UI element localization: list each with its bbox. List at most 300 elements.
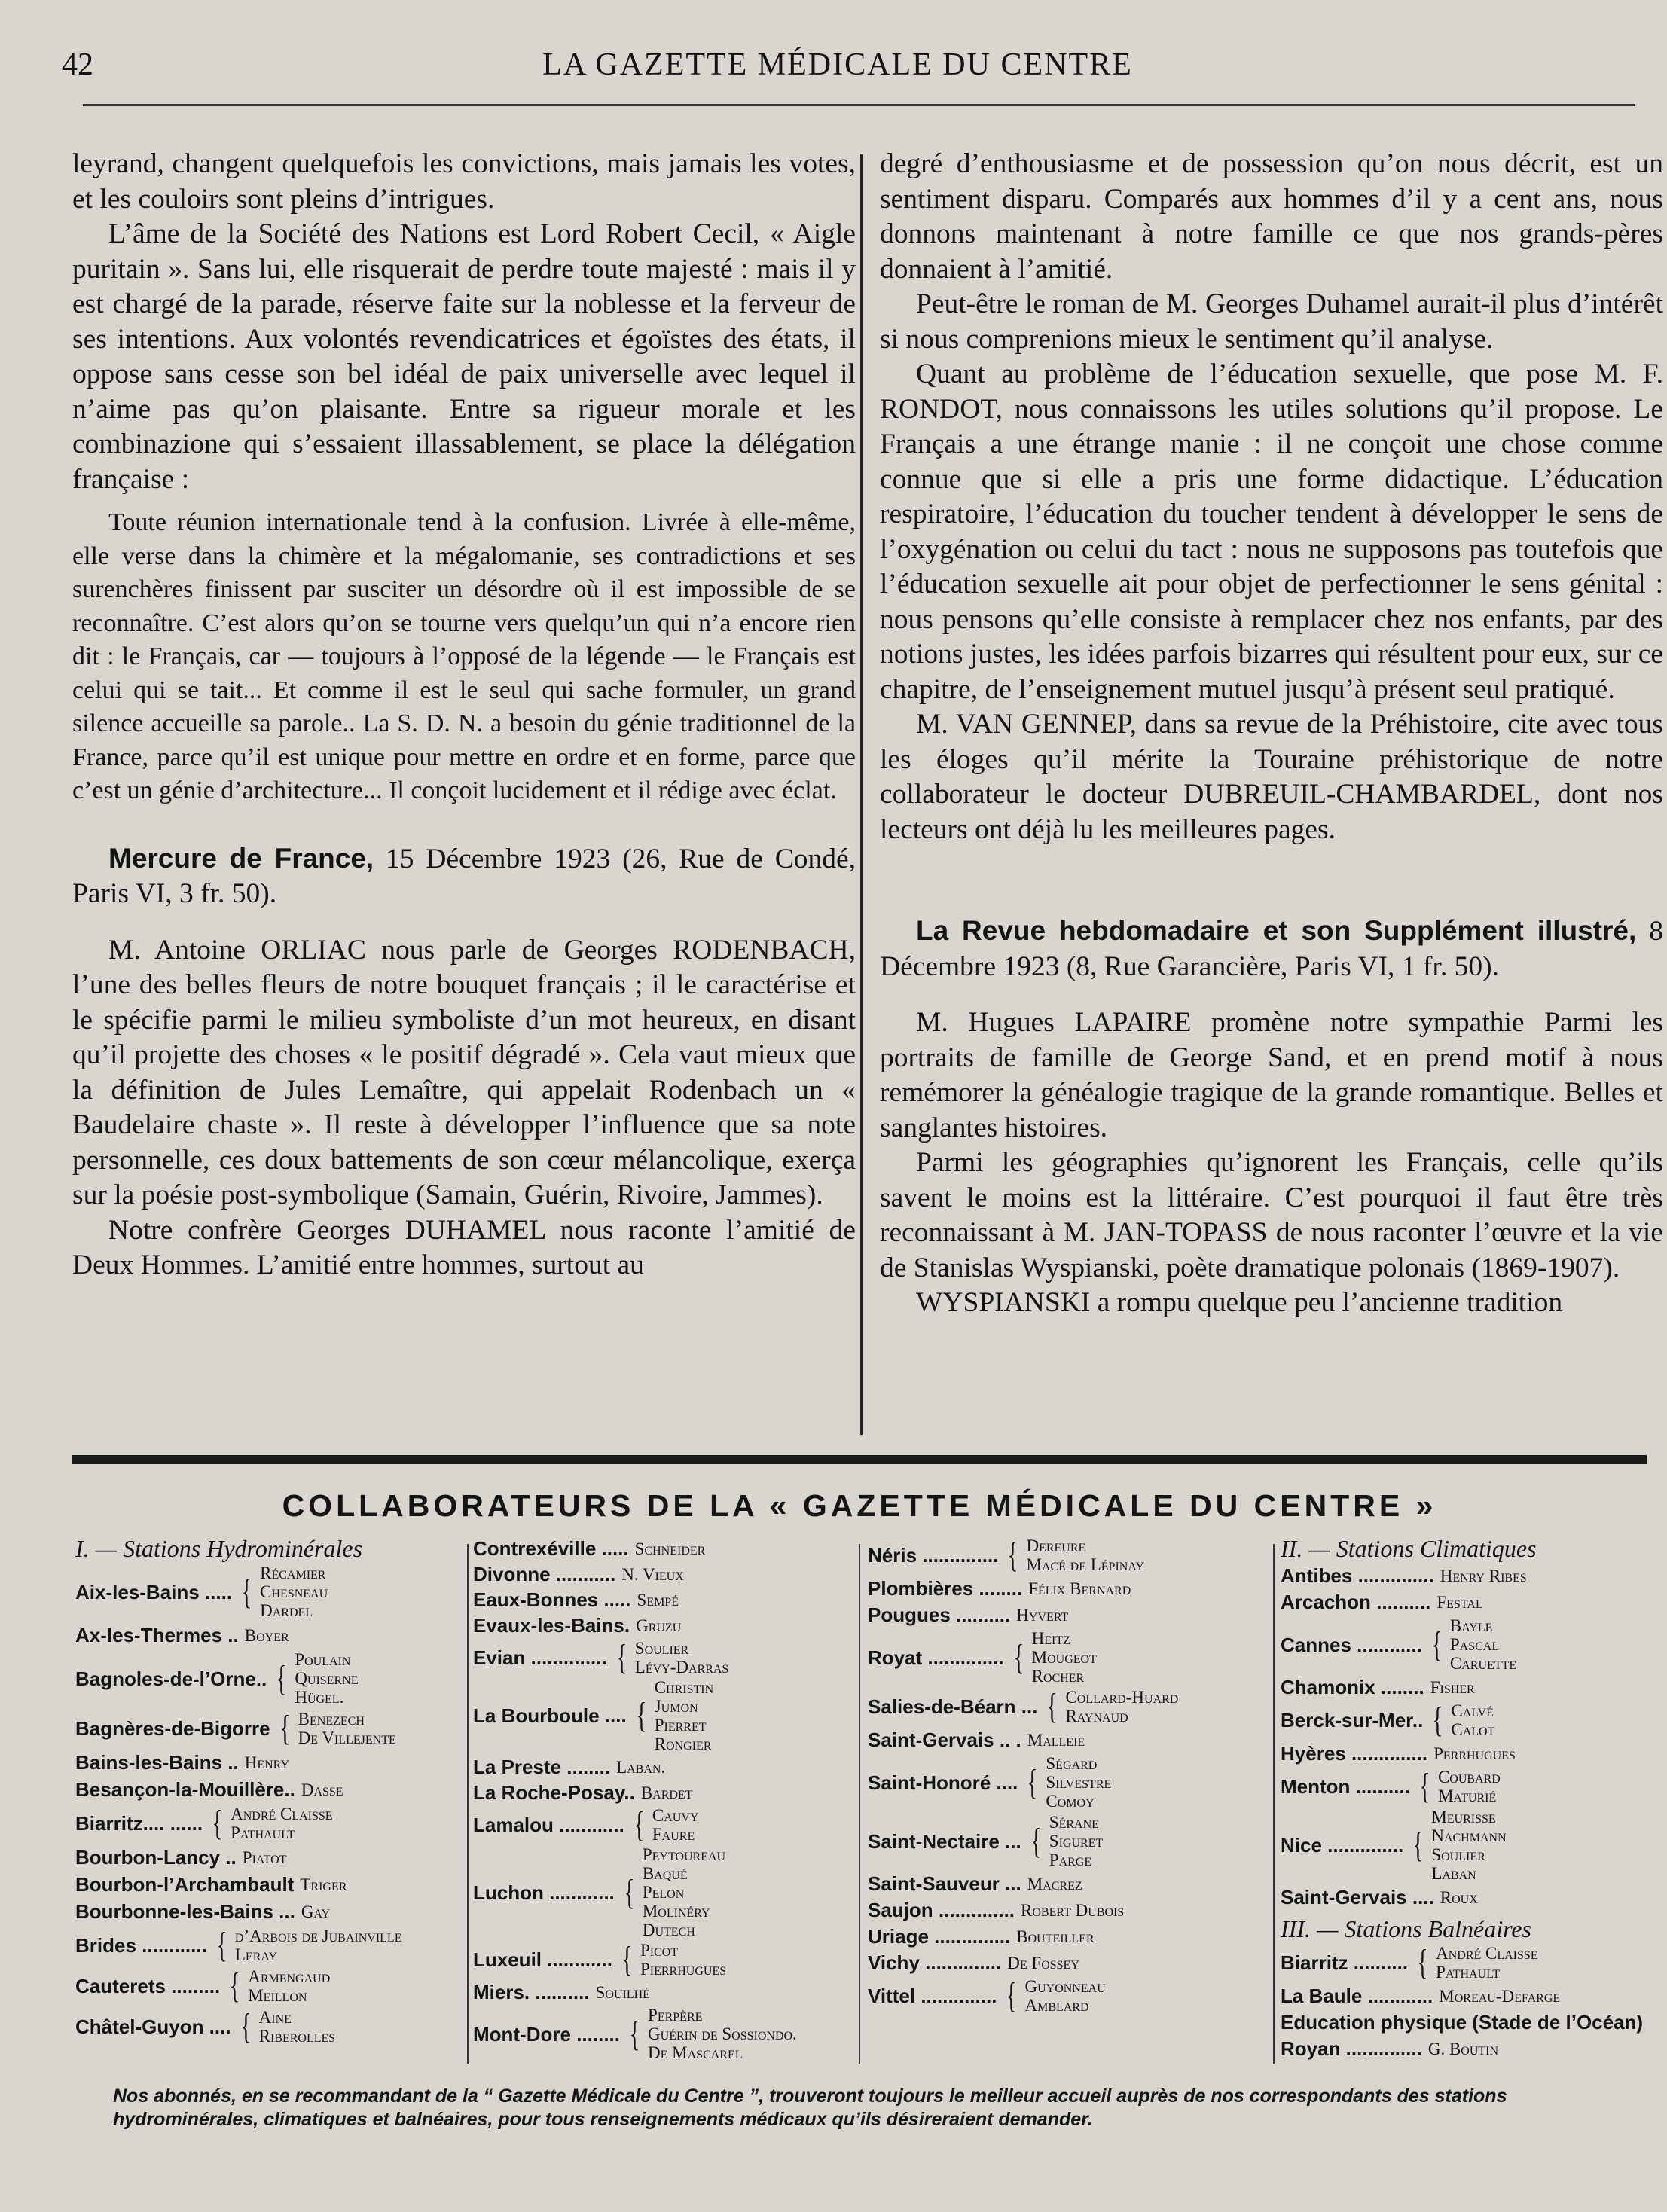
doctor-name: Molinéry [642,1902,710,1921]
station-row [868,1576,1259,1600]
doctor-name: Peytoureau [642,1845,726,1864]
doctor-name: Ségard [1046,1754,1098,1773]
doctor-group [613,1639,729,1677]
doctor-group [1436,1593,1482,1612]
station-row [868,1977,1259,2015]
doctor-group [1440,1888,1478,1907]
doctor-name: Mougeot [1031,1648,1097,1667]
station-list [75,1564,467,2046]
doctor-list [655,1678,713,1753]
station-row [1281,2010,1642,2034]
station-row [868,1603,1259,1627]
station-row [75,1650,467,1707]
doctor-name: Christin [654,1678,714,1697]
station-name: Evaux-les-Bains. [473,1614,630,1637]
right-paragraph: M. Hugues LAPAIRE promène notre sympathie Parmi les portraits de famille de George Sand, et en prend motif à nous remémorer la généalogie tragique de la grande romantique. Belles et sanglantes histoires. [880,1007,1663,1143]
right-paragraph: M. VAN GENNEP, dans sa revue de la Préhistoire, cite avec tous les éloges qu’il mérite la Touraine préhistorique de notre collaborateur le docteur DUBREUIL-CHAMBARDEL, dont nos lecteurs ont déjà lu les meilleures pages. [880,709,1663,845]
left-column [72,147,856,1283]
station-row [75,1623,467,1647]
doctor-name: Jumon [654,1697,698,1716]
station-row [1281,1944,1642,1982]
station-name: Arcachon .......... [1281,1591,1431,1613]
station-row [473,1588,850,1612]
doctor-list [1032,1629,1097,1686]
doctor-group [616,1758,665,1777]
doctor-name: Armengaud [248,1967,331,1986]
doctor-list [301,1780,343,1799]
journal-title: LA GAZETTE MÉDICALE DU CENTRE [542,47,1133,82]
station-name: Pougues .......... [868,1603,1011,1626]
station-row [868,1629,1259,1686]
station-name: Mont-Dore ........ [473,2022,620,2046]
left-paragraph: M. Antoine ORLIAC nous parle de Georges RODENBACH, l’une des belles fleurs de notre bouquet français ; il le caractérise et le spécifie parmi le milieu symboliste d’un mot heureux, en disant qu’il projette des choses « le positif dégradé ». Cela vaut mieux que la définition de Jules Lemaître, qui appelait Rodenbach un « Baudelaire chaste ». Il reste à développer l’influence que sa note personnelle, ces doux battements de son cœur mélancolique, exerça sur la poésie post-symbolique (Samain, Guérin, Rivoire, Jammes). [72,934,856,1210]
doctor-name: Roux [1440,1887,1478,1907]
doctor-list [1430,1678,1475,1697]
doctor-group [1016,1927,1094,1946]
station-row [868,1924,1259,1948]
doctor-name: Piatot [242,1847,287,1867]
station-row [473,1980,850,2004]
doctor-name: Leray [234,1945,278,1964]
doctor-name: Rocher [1031,1667,1085,1686]
station-row [473,1678,850,1753]
brace-icon: { [1047,1686,1058,1726]
doctor-group [621,1565,684,1584]
doctor-name: Meillon [248,1986,307,2005]
station-name: Evian .............. [473,1646,607,1669]
brace-icon: { [279,1708,291,1748]
directory-divider [1273,1544,1275,2064]
doctor-list [1440,1567,1527,1585]
doctor-name: Maturié [1437,1786,1497,1805]
doctor-name: Calvé [1451,1701,1494,1720]
doctor-group [1004,1536,1144,1574]
doctor-name: N. Vieux [621,1564,684,1584]
collaborators-title: COLLABORATEURS DE LA « GAZETTE MÉDICALE DU CENTRE » [282,1488,1437,1523]
brace-icon: { [616,1637,627,1677]
doctor-list [1028,1579,1131,1598]
doctor-name: Chesneau [260,1582,328,1601]
doctor-list [1046,1754,1111,1811]
station-row [75,1845,467,1869]
doctor-group [1428,2040,1498,2058]
brace-icon: { [241,1571,252,1612]
doctor-name: Calot [1451,1720,1495,1739]
doctor-list [260,1564,328,1620]
station-name: Cauterets ......... [75,1975,221,1997]
station-row [868,1728,1259,1752]
doctor-group [300,1875,347,1894]
subscriber-note: Nos abonnés, en se recommandant de la “ Gazette Médicale du Centre ”, trouveront toujours le meilleur accueil auprès de nos correspondants des stations hydrominérales, climatiques et balnéaires, pour tous renseignements médicaux qu’ils désireraient demander. [113,2085,1507,2130]
brace-icon: { [1432,1700,1443,1740]
station-row [1281,1741,1642,1765]
doctor-list [1431,1808,1506,1883]
doctor-list [248,1967,330,2005]
station-row [473,2006,850,2062]
doctor-name: Cauvy [652,1806,699,1825]
station-name: La Roche-Posay.. [473,1781,635,1804]
station-name: Bourbonne-les-Bains ... [75,1900,295,1923]
station-name: Saint-Gervais .. . [868,1728,1021,1751]
doctor-name: Meurisse [1431,1808,1496,1826]
doctor-name: Hügel. [295,1688,344,1707]
doctor-list [652,1806,699,1844]
doctor-name: Guérin de Sossiondo. [648,2024,797,2043]
brace-icon: { [1419,1766,1430,1806]
doctor-name: Pathault [1436,1963,1501,1982]
doctor-group [1433,1744,1516,1763]
station-name: Néris .............. [868,1544,999,1567]
left-paragraph: L’âme de la Société des Nations est Lord Robert Cecil, « Aigle puritain ». Sans lui, elle risquerait de perdre toute majesté : mais il y est chargé de la parade, réserve faite sur la noblesse et la ferveur de ses intentions. Aux volontés revendicatrices et égoïstes des états, il oppose sans cesse son bel idéal de paix universelle avec lequel il n’aime pas qu’on plaisante. Entre sa rigueur morale et les combinazione qui s’essaient illassablement, se place la délégation française : [72,218,856,495]
station-list [1281,1564,1642,1909]
left-paragraph: Notre confrère Georges DUHAMEL nous raconte l’amitié de Deux Hommes. L’amitié entre hommes, surtout au [72,1214,856,1280]
brace-icon: { [1006,1976,1017,2015]
doctor-list [621,1565,684,1584]
brace-icon: { [216,1925,227,1965]
station-list [1281,1944,1642,2061]
right-paragraph: Peut-être le roman de M. Georges Duhamel aurait-il plus d’intérêt si nous comprenions mieux le sentiment qu’il analyse. [880,288,1663,355]
right-paragraph: Parmi les géographies qu’ignorent les Français, celle qu’ils savent le moins est la littéraire. C’est pourquoi il faut être très reconnaissant à M. JAN-TOPASS de nous raconter l’œuvre et la vie de Stanislas Wyspianski, poète dramatique polonais (1869-1907). [880,1147,1663,1283]
station-row [473,1941,850,1979]
doctor-list [298,1710,396,1747]
doctor-list [635,1639,729,1677]
doctor-name: Caruette [1449,1654,1517,1673]
directory-column-3 [868,1536,1259,2017]
doctor-group [1430,1678,1475,1697]
doctor-group [245,1753,289,1772]
doctor-group [1439,1987,1560,2006]
doctor-group [1027,1875,1082,1893]
doctor-list [637,1591,679,1609]
station-name: Bains-les-Bains .. [75,1751,239,1774]
doctor-group [1027,1731,1085,1750]
right-paragraph: Quant au problème de l’éducation sexuelle, que pose M. F. RONDOT, nous connaissons les utiles solutions qu’il propose. Le Français a une étrange manie : il ne conçoit une chose comme connue que si elle a pris une forme didactique. L’éducation respiratoire, l’éducation du toucher tendent à développer le sens de l’oxygénation ou celui du tact : nous ne supposons pas toutefois que l’éducation sexuelle ait pour objet de perfectionner le sens génital : nous pensons qu’elle consiste à remplacer chez nos enfants, par des notions justes, les idées parfois bizarres qui résultent pour eux, sur ce chapitre, de l’enseignement mutuel jusqu’à présent seul pratiqué. [880,358,1663,705]
station-row [473,1562,850,1586]
station-row [473,1639,850,1677]
right-paragraph: WYSPIANSKI a rompu quelque peu l’ancienne tradition [916,1287,1563,1318]
doctor-list [245,1753,289,1772]
doctor-group [301,1780,343,1799]
station-name: Luchon ............ [473,1881,615,1904]
doctor-name: André Claisse [231,1805,333,1823]
station-row [473,1806,850,1844]
brace-icon: { [629,2013,640,2054]
doctor-name: André Claisse [1436,1944,1538,1963]
station-row [1281,1701,1642,1739]
doctor-name: Coubard [1437,1768,1501,1786]
directory-divider [467,1544,469,2064]
doctor-name: Henry Ribes [1440,1566,1527,1585]
directory-column-2 [473,1536,850,2064]
review-title: Mercure de France, [108,842,374,874]
doctor-list [1007,1954,1079,1972]
column-divider [860,154,863,1435]
brace-icon: { [1013,1637,1024,1677]
doctor-name: Festal [1436,1592,1483,1612]
doctor-list [643,1845,725,1939]
doctor-name: Hyvert [1016,1605,1069,1625]
doctor-name: Bouteiller [1016,1927,1095,1946]
doctor-name: Comoy [1046,1792,1095,1811]
doctor-name: Perpère [648,2006,703,2024]
doctor-name: Poulain [295,1650,351,1669]
station-row [868,1898,1259,1922]
doctor-group [1028,1579,1131,1598]
station-list [473,1536,850,2062]
doctor-group [626,2006,797,2062]
doctor-list [641,1783,693,1802]
station-name: Biarritz.... ...... [75,1812,203,1835]
doctor-name: Sérane [1049,1813,1099,1832]
doctor-name: Baqué [642,1864,688,1883]
station-name: Royat .............. [868,1646,1004,1669]
doctor-name: De Villejente [298,1728,396,1747]
station-name: La Baule ............ [1281,1985,1433,2007]
section-divider [72,1455,1647,1464]
doctor-list [1025,1977,1106,2015]
doctor-name: Faure [652,1825,695,1844]
doctor-group [637,1591,679,1609]
doctor-group [1428,1616,1516,1673]
directory-divider [859,1544,860,2064]
station-name: Saujon .............. [868,1899,1015,1921]
station-row [75,1927,467,1964]
doctor-group [245,1626,289,1645]
doctor-group [226,1967,330,2005]
station-name: Saint-Honoré .... [868,1771,1018,1794]
station-name: Lamalou ............ [473,1814,624,1836]
station-row [868,1536,1259,1574]
doctor-name: Bardet [640,1783,693,1802]
station-name: Menton .......... [1281,1775,1410,1798]
station-row [473,1613,850,1637]
doctor-name: Dutech [642,1921,695,1939]
station-name: Antibes .............. [1281,1564,1434,1587]
doctor-name: Aine [258,2008,292,2027]
doctor-name: Félix Bernard [1028,1579,1131,1598]
header-rule [83,104,1635,106]
station-name: Education physique (Stade de l’Océan) [1281,2011,1644,2034]
station-name: Saint-Gervais .... [1281,1886,1434,1908]
review-details: 15 Décembre 1923 (26, Rue de Condé, Paris VI, 3 fr. 50). [72,843,856,909]
station-row [1281,1984,1642,2008]
station-row [75,1710,467,1747]
doctor-name: Laban [1431,1864,1476,1883]
station-name: Divonne ........... [473,1563,616,1585]
station-name: Bagnoles-de-l’Orne.. [75,1667,267,1690]
doctor-name: De Fossey [1007,1953,1079,1972]
doctor-list [1016,1927,1094,1946]
doctor-name: Soulier [1431,1845,1485,1864]
station-name: Nice .............. [1281,1834,1404,1857]
doctor-group [276,1710,396,1747]
doctor-group [243,1848,287,1867]
brace-icon: { [240,2006,252,2046]
station-name: Saint-Sauveur ... [868,1872,1021,1895]
station-name: Chamonix ........ [1281,1676,1424,1698]
doctor-list [245,1626,289,1645]
review-details: 8 Décembre 1923 (8, Rue Garancière, Paris VI, 1 fr. 50). [880,916,1663,982]
station-row [75,1899,467,1924]
doctor-list [1438,1768,1501,1805]
doctor-name: Sempé [637,1590,679,1609]
station-row [1281,1616,1642,1673]
directory-column-4 [1281,1536,1642,2063]
brace-icon: { [1008,1535,1018,1575]
review-title: La Revue hebdomadaire et son Supplément illustré, [916,915,1637,946]
station-row [75,2008,467,2046]
station-row [75,1967,467,2005]
doctor-group [209,1805,333,1842]
doctor-name: G. Boutin [1427,2039,1499,2058]
station-name: Bourbon-Lancy .. [75,1846,237,1869]
brace-icon: { [624,1872,635,1912]
doctor-group [301,1902,330,1921]
doctor-name: Macé de Lépinay [1026,1555,1144,1574]
station-name: Vittel .............. [868,1985,997,2007]
review-heading [880,914,1663,984]
doctor-group [213,1927,402,1964]
doctor-group [636,1616,681,1635]
station-row [1281,1564,1642,1588]
doctor-name: d’Arbois de Jubainville [234,1927,402,1945]
station-name: Besançon-la-Mouillère.. [75,1778,295,1801]
doctor-name: Laban. [616,1757,666,1777]
doctor-group [1440,1567,1527,1585]
station-name: Saint-Nectaire ... [868,1829,1021,1853]
brace-icon: { [1027,1762,1038,1802]
station-name: La Bourboule .... [473,1704,627,1727]
doctor-name: Heitz [1031,1629,1070,1648]
doctor-name: Dereure [1026,1536,1086,1555]
doctor-name: Pathault [231,1823,295,1842]
doctor-name: Picot [640,1941,679,1960]
station-row [868,1813,1259,1869]
doctor-group [1409,1808,1506,1883]
doctor-group [1027,1813,1104,1869]
doctor-list [259,2008,336,2046]
brace-icon: { [636,1695,647,1735]
station-name: Eaux-Bonnes ..... [473,1588,631,1611]
doctor-group [237,2008,336,2046]
station-row [868,1951,1259,1975]
doctor-list [1439,1987,1560,2006]
doctor-group [1003,1977,1105,2015]
doctor-list [1451,1701,1494,1739]
doctor-list [648,2006,797,2062]
doctor-list [243,1848,287,1867]
doctor-group [1414,1944,1538,1982]
brace-icon: { [1431,1624,1443,1664]
station-name: Bagnères-de-Bigorre [75,1717,270,1740]
doctor-name: Guyonneau [1024,1977,1106,1996]
doctor-name: Fisher [1430,1677,1475,1697]
doctor-group [1021,1901,1124,1920]
doctor-name: Dardel [260,1601,313,1620]
brace-icon: { [634,1805,645,1844]
doctor-name: Pierret [654,1716,707,1735]
station-row [75,1805,467,1842]
doctor-list [1021,1901,1124,1920]
doctor-group [621,1845,725,1939]
doctor-list [1027,1731,1085,1750]
station-name: Cannes ............ [1281,1633,1422,1656]
doctor-group [1043,1688,1178,1725]
station-name: Biarritz .......... [1281,1951,1409,1974]
station-name: Berck-sur-Mer.. [1281,1709,1424,1731]
station-list [868,1536,1259,2015]
station-row [1281,1590,1642,1614]
doctor-name: Collard-Huard [1065,1688,1179,1707]
station-row [473,1845,850,1939]
doctor-group [633,1678,714,1753]
doctor-name: Siguret [1049,1832,1104,1850]
doctor-group [635,1539,706,1558]
doctor-name: Pierrhugues [640,1960,727,1979]
doctor-list [596,1983,650,2002]
doctor-group [1016,1606,1068,1625]
station-row [868,1688,1259,1725]
doctor-list [640,1941,726,1979]
doctor-list [616,1758,665,1777]
station-row [868,1872,1259,1896]
brace-icon: { [229,1966,240,2006]
doctor-name: Macrez [1027,1874,1082,1893]
doctor-group [1007,1954,1079,1972]
doctor-group [641,1783,693,1802]
doctor-group [1010,1629,1097,1686]
station-row [473,1536,850,1561]
doctor-list [1027,1875,1082,1893]
doctor-name: Perrhugues [1433,1744,1516,1763]
doctor-list [1440,1888,1478,1907]
right-column [880,147,1663,1321]
brace-icon: { [276,1658,287,1698]
doctor-name: Pascal [1449,1635,1500,1654]
section-heading: I. — Stations Hydrominérales [75,1535,363,1562]
doctor-name: Parge [1049,1850,1092,1869]
station-name: Aix-les-Bains ..... [75,1580,233,1603]
doctor-name: Triger [300,1875,347,1894]
section-heading: II. — Stations Climatiques [1281,1535,1537,1562]
station-row [1281,2037,1642,2061]
doctor-name: Silvestre [1046,1773,1112,1792]
station-row [1281,1808,1642,1883]
block-quote: Toute réunion internationale tend à la confusion. Livrée à elle-même, elle verse dans la chimère et la mégalomanie, ses contradictions et ses surenchères finissent par susciter un désordre où il est impossible de se reconnaître. C’est alors qu’on se tourne vers quelqu’un qui n’a encore rien dit : le Français, car — toujours à l’opposé de la légende — le Français est celui qui se tait... Et comme il est le seul qui sache formuler, un grand silence accueille sa parole.. La S. D. N. a besoin du génie traditionnel de la France, parce qu’il est unique pour mettre en ordre et en forme, parce que c’est un génie d’architecture... Il conçoit lucidement et il rédige avec éclat. [72,508,856,804]
station-name: Ax-les-Thermes .. [75,1624,239,1646]
station-row [868,1754,1259,1811]
doctor-group [630,1806,699,1844]
doctor-name: Raynaud [1065,1707,1128,1725]
doctor-name: Boyer [244,1625,289,1645]
doctor-list [235,1927,402,1964]
doctor-name: Nachmann [1431,1826,1507,1845]
spacer [880,847,1663,880]
doctor-name: Rongier [654,1735,712,1753]
station-name: Plombières ........ [868,1577,1023,1600]
doctor-name: Robert Dubois [1021,1900,1125,1920]
doctor-name: Moreau-Defarge [1439,1986,1561,2006]
doctor-name: Malleie [1027,1730,1085,1750]
station-name: Salies-de-Béarn ... [868,1695,1038,1718]
station-row [75,1777,467,1802]
review-heading [72,841,856,912]
doctor-name: De Mascarel [648,2043,743,2062]
brace-icon: { [1030,1820,1042,1861]
doctor-group [618,1941,726,1979]
doctor-name: Pelon [642,1883,685,1902]
station-name: Luxeuil ............ [473,1948,612,1971]
